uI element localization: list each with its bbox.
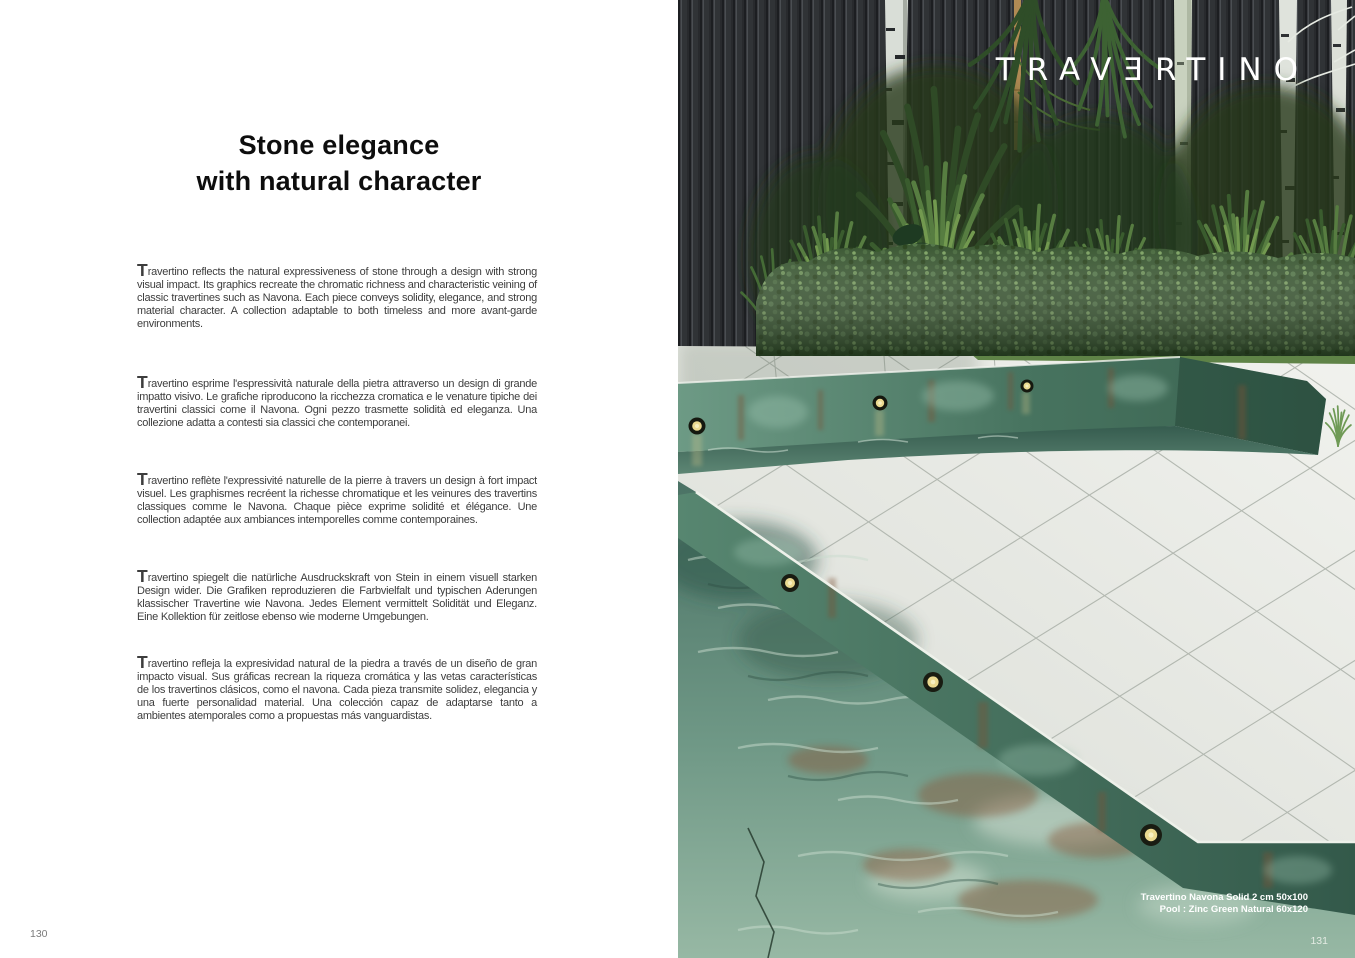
brand-logo: TRAVƎRTINO: [995, 52, 1310, 88]
paragraph-fr-text: ravertino reflète l'expressivité naturelle de la pierre à travers un design à fort impact visuel. Les graphismes recréent la richesse chromatique et les veinures des travertins classiques comme le Navona. Chaque pièce exprime solidité et élégance. Une collection adaptée aux ambiances intemporelles comme contemporaines.: [137, 475, 537, 526]
pool-light: [1021, 380, 1034, 393]
photo-caption-line1: Travertino Navona Solid 2 cm 50x100: [1140, 892, 1308, 903]
pool-light: [873, 396, 888, 411]
paragraph-spanish: [137, 652, 537, 723]
paragraph-english: [137, 260, 537, 331]
dropcap-fr: T: [137, 469, 148, 489]
dropcap-en: T: [137, 260, 148, 280]
dropcap-de: T: [137, 566, 148, 586]
page-number-right: 131: [1310, 935, 1328, 947]
paragraph-german: [137, 566, 537, 624]
photo-caption-line2: Pool : Zinc Green Natural 60x120: [1159, 904, 1308, 915]
right-page-photo: [678, 0, 1355, 958]
hedge: [756, 243, 1355, 356]
dropcap-es: T: [137, 652, 148, 672]
pool-light: [923, 672, 943, 692]
intro-paragraphs: [137, 260, 537, 723]
paragraph-en-text: ravertino reflects the natural expressiveness of stone through a design with strong visual impact. Its graphics recreate the chromatic richness and characteristic veining of classic travertines such as Navona. Each piece conveys solidity, elegance, and strong material character. A collection adaptable to both timeless and more avant-garde environments.: [137, 266, 537, 330]
paragraph-it-text: ravertino esprime l'espressività naturale della pietra attraverso un design di grande impatto visivo. Le grafiche riproducono la ricchezza cromatica e le venature tipiche dei travertini classici come il Navona. Ogni pezzo trasmette solidità ed eleganza. Una collezione adatta a contesti sia classici che contemporanei.: [137, 378, 537, 429]
paragraph-es-text: ravertino refleja la expresividad natural de la piedra a través de un diseño de gran impacto visual. Sus gráficas recrean la riqueza cromática y las vetas características de los travertinos clásicos, como el navona. Cada pieza transmite solidez, elegancia y una fuerte personalidad material. Una colección capaz de adaptarse tanto a ambientes atemporales como a propuestas más vanguardistas.: [137, 658, 537, 722]
pool-light: [781, 574, 799, 592]
page-number-left: 130: [30, 928, 48, 940]
paragraph-de-text: ravertino spiegelt die natürliche Ausdruckskraft von Stein in einem visuell starken Design wider. Die Grafiken reproduzieren die Farbvielfalt und typischen Aderungen klassischer Travertine wie Navona. Jedes Element vermittelt Solidität und Eleganz. Eine Kollektion für zeitlose ebenso wie moderne Umgebungen.: [137, 572, 537, 623]
title-line-2: with natural character: [196, 166, 482, 196]
page-title: [0, 127, 678, 199]
paragraph-french: [137, 469, 537, 527]
dropcap-it: T: [137, 372, 148, 392]
paragraph-italian: [137, 372, 537, 430]
pool-light: [689, 418, 706, 435]
pool-photo: [678, 0, 1355, 958]
title-line-1: Stone elegance: [238, 130, 440, 160]
pool-light: [1140, 824, 1162, 846]
